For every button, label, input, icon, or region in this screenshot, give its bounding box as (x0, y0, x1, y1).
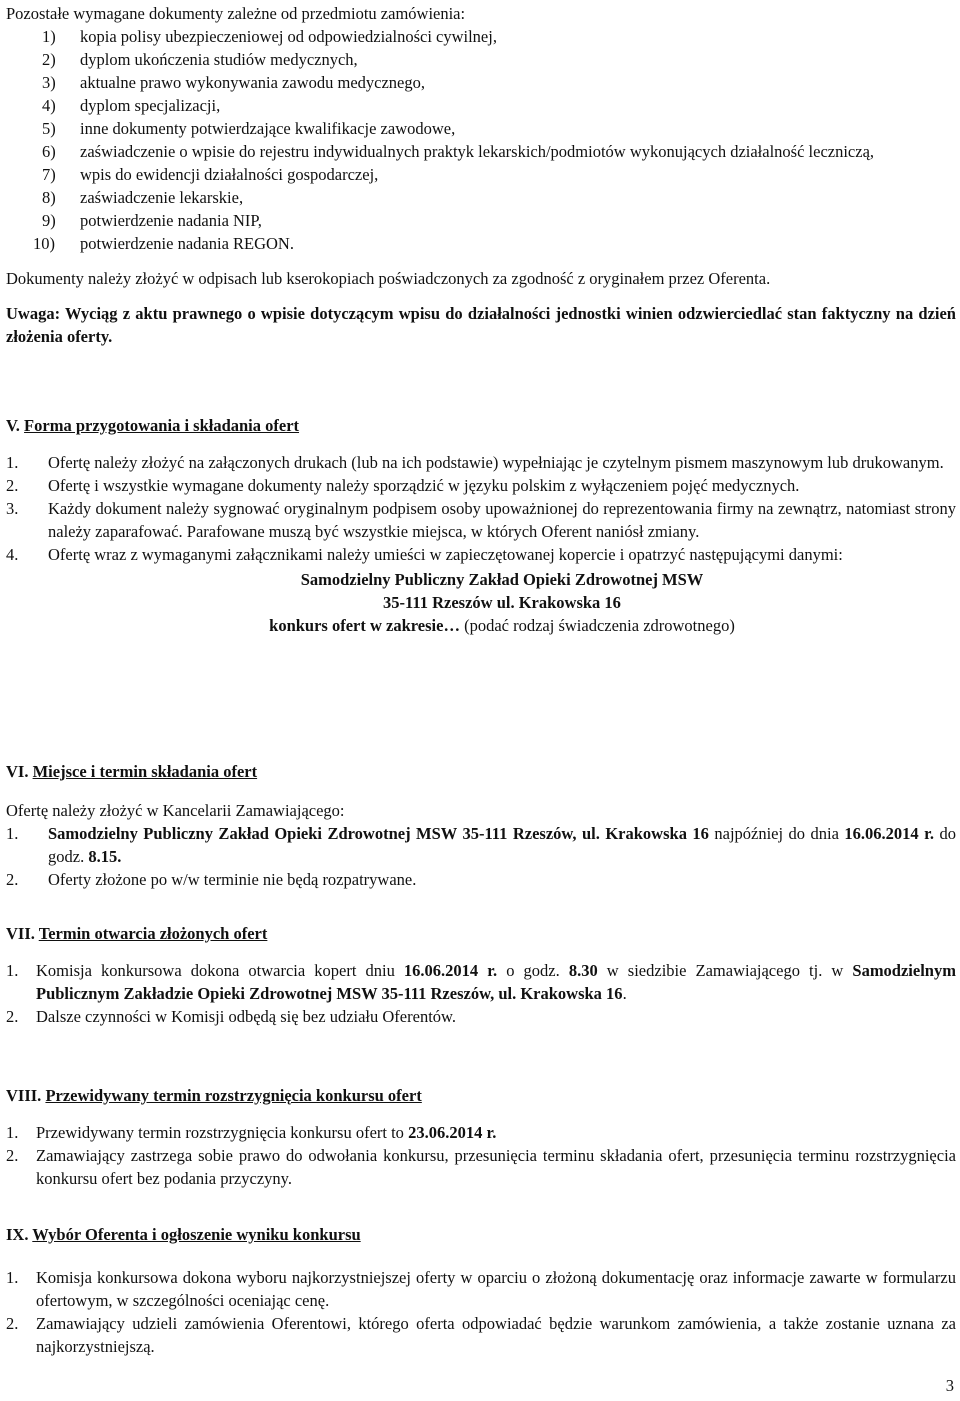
list-item: 1. Przewidywany termin rozstrzygnięcia konkursu ofert to 23.06.2014 r. (6, 1123, 497, 1142)
list-item: 1) kopia polisy ubezpieczeniowej od odpowiedzialności cywilnej, (42, 27, 497, 46)
list-item: 4. Ofertę wraz z wymaganymi załącznikami należy umieści w zapieczętowanej kopercie i opatrzyć następującymi danymi: (6, 545, 843, 564)
section-vii-heading: VII. Termin otwarcia złożonych ofert (6, 924, 268, 943)
documents-note: Dokumenty należy złożyć w odpisach lub kserokopiach poświadczonych za zgodność z oryginałem przez Oferenta. (6, 269, 771, 288)
section-ix-heading: IX. Wybór Oferenta i ogłoszenie wyniku konkursu (6, 1225, 361, 1244)
section-viii-heading: VIII. Przewidywany termin rozstrzygnięcia konkursu ofert (6, 1086, 422, 1105)
list-item: 2. Zamawiający udzieli zamówienia Oferentowi, którego oferta odpowiadać będzie warunkom zamówienia, a także zostanie uznana za najkorzystniejszą. (6, 1314, 956, 1356)
list-item: 9) potwierdzenie nadania NIP, (42, 211, 262, 230)
list-item: 1. Komisja konkursowa dokona otwarcia kopert dniu 16.06.2014 r. o godz. 8.30 w siedzibie Zamawiającego tj. w Samodzielnym Publicznym Zakładzie Opieki Zdrowotnej MSW 35-111 Rzeszów, ul. Krakowska 16. (6, 961, 956, 1003)
section-vi (6, 760, 956, 891)
list-item: 3) aktualne prawo wykonywania zawodu medycznego, (42, 73, 426, 92)
list-item: 5) inne dokumenty potwierdzające kwalifikacje zawodowe, (42, 119, 456, 138)
list-item: 1. Komisja konkursowa dokona wyboru najkorzystniejszej oferty w oparciu o złożoną dokumentację oraz informacje zawarte w formularzu ofertowym, w szczególności oceniając cenę. (6, 1268, 956, 1310)
required-documents-section (6, 2, 956, 348)
documents-intro: Pozostałe wymagane dokumenty zależne od przedmiotu zamówienia: (6, 4, 466, 23)
documents-warning: Uwaga: Wyciąg z aktu prawnego o wpisie dotyczącym wpisu do działalności jednostki winien odzwierciedlać stan faktyczny na dzień złożenia oferty. (6, 304, 956, 346)
list-item: 1. Samodzielny Publiczny Zakład Opieki Zdrowotnej MSW 35-111 Rzeszów, ul. Krakowska 16 najpóźniej do dnia 16.06.2014 r. do godz. 8.15. (6, 824, 957, 866)
section-v-heading: V. Forma przygotowania i składania ofert (6, 416, 300, 435)
list-item: 2. Ofertę i wszystkie wymagane dokumenty należy sporządzić w języku polskim z wyłączeniem pojęć medycznych. (6, 476, 800, 495)
section-ix (6, 1223, 956, 1358)
list-item: 1. Ofertę należy złożyć na załączonych drukach (lub na ich podstawie) wypełniając je czytelnym pismem maszynowym lub drukowanym. (6, 453, 944, 472)
list-item: 4) dyplom specjalizacji, (42, 96, 221, 115)
list-item: 2) dyplom ukończenia studiów medycznych, (42, 50, 358, 69)
documents-list (33, 25, 956, 255)
list-item: 2. Dalsze czynności w Komisji odbędą się bez udziału Oferentów. (6, 1007, 457, 1026)
section-vi-heading: VI. Miejsce i termin składania ofert (6, 762, 258, 781)
envelope-address: Samodzielny Publiczny Zakład Opieki Zdrowotnej MSW 35-111 Rzeszów ul. Krakowska 16 konkurs ofert w zakresie… (podać rodzaj świadczenia zdrowotnego) (269, 570, 735, 635)
list-item: 7) wpis do ewidencji działalności gospodarczej, (42, 165, 379, 184)
section-v-list (6, 451, 956, 566)
list-item: 3. Każdy dokument należy sygnować oryginalnym podpisem osoby upoważnionej do reprezentowania firmy na zewnątrz, natomiast strony należy zaparafować. Parafowane muszą być wszystkie miejsca, w których Oferent naniósł zmiany. (6, 499, 956, 541)
section-vii (6, 922, 956, 1028)
section-viii (6, 1084, 956, 1190)
list-item: 8) zaświadczenie lekarskie, (42, 188, 244, 207)
list-item: 2. Zamawiający zastrzega sobie prawo do odwołania konkursu, przesunięcia terminu składania ofert, przesunięcia terminu rozstrzygnięcia konkursu ofert bez podania przyczyny. (6, 1146, 956, 1188)
list-item: 6) zaświadczenie o wpisie do rejestru indywidualnych praktyk lekarskich/podmiotów wykonujących działalność leczniczą, (42, 142, 875, 161)
list-item: 2. Oferty złożone po w/w terminie nie będą rozpatrywane. (6, 870, 417, 889)
section-vi-intro: Ofertę należy złożyć w Kancelarii Zamawiającego: (6, 801, 345, 820)
section-v (6, 414, 956, 637)
list-item: 10) potwierdzenie nadania REGON. (33, 234, 294, 253)
page-number: 3 (945, 1376, 954, 1395)
